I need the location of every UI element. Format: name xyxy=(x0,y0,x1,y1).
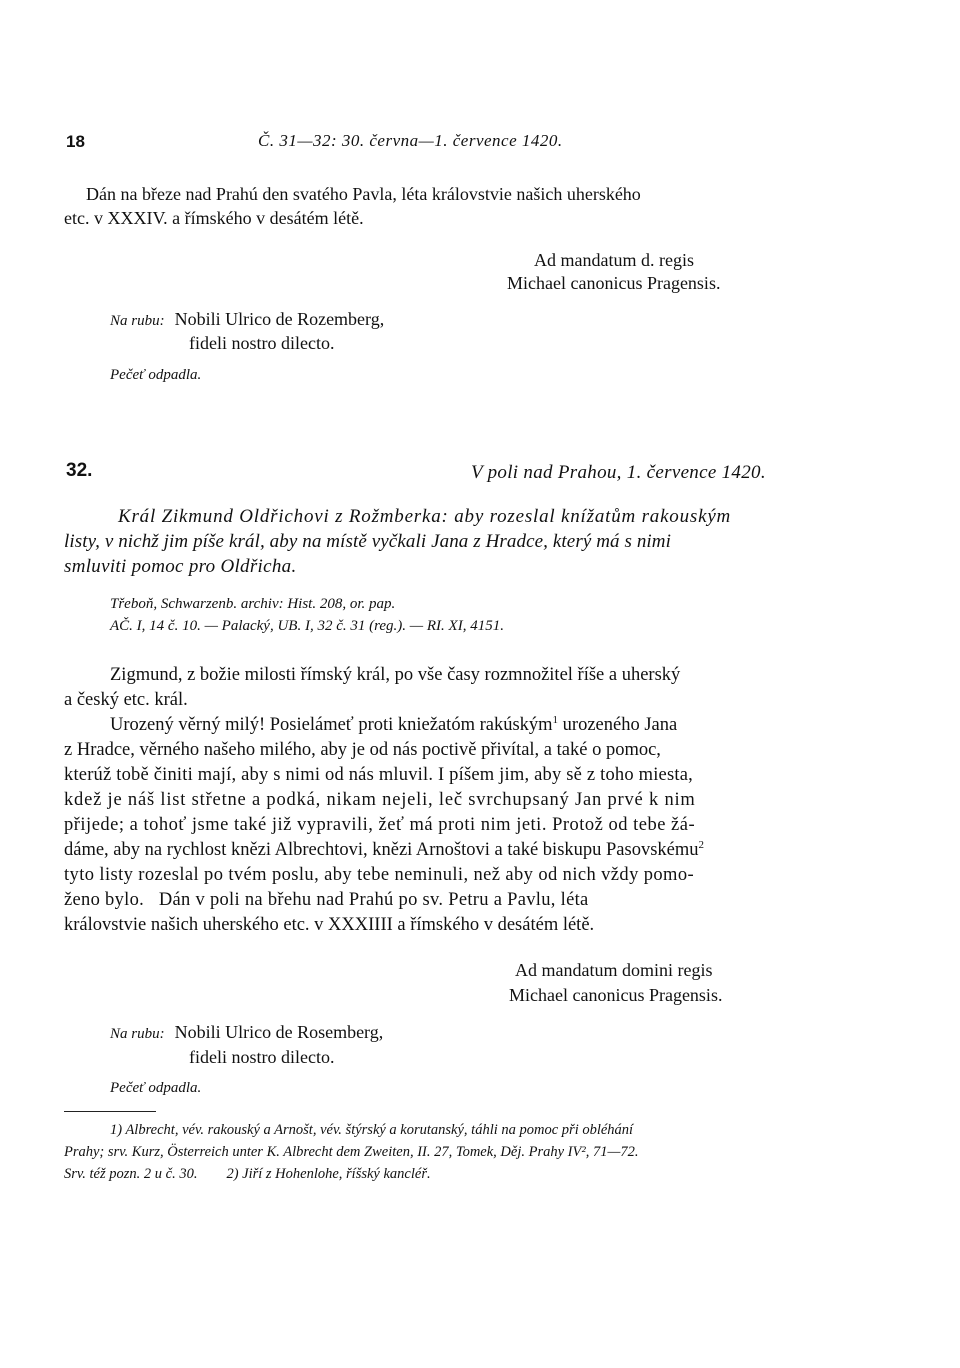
doc31-mandate-line-1: Ad mandatum d. regis xyxy=(534,250,694,270)
doc32-verso-line-1: Nobili Ulrico de Rosemberg, xyxy=(174,1022,384,1042)
footnote-rule xyxy=(64,1111,156,1112)
doc32-seal: Pečeť odpadla. xyxy=(110,1080,202,1096)
body-line-6: kdež je náš list střetne a podká, nikam nejeli, leč svrchupsaný Jan prvé k nim xyxy=(64,790,696,810)
doc31-mandate-line-2: Michael canonicus Pragensis. xyxy=(507,273,721,293)
doc31-seal: Pečeť odpadla. xyxy=(110,367,202,383)
doc31-closing-line-1: Dán na březe nad Prahú den svatého Pavla, léta královstvie našich uherského xyxy=(86,184,641,204)
body-line-8 xyxy=(64,838,804,862)
doc31-verso-label: Na rubu: xyxy=(110,313,165,329)
body-line-3-tail: urozeného Jana xyxy=(562,715,678,735)
doc32-verso-label: Na rubu: xyxy=(110,1026,165,1042)
body-line-8-text: dáme, aby na rychlost knězi Albrechtovi, knězi Arnoštovi a také biskupu Pasovskému xyxy=(64,840,699,860)
doc32-summary-line-3: smluviti pomoc pro Oldřicha. xyxy=(64,556,297,577)
footnote-mark-2: 2 xyxy=(698,838,705,851)
doc32-source-line-1: Třeboň, Schwarzenb. archiv: Hist. 208, or. pap. xyxy=(110,596,396,612)
doc31-verso-line-2: fideli nostro dilecto. xyxy=(189,333,335,353)
doc32-source-line-2: AČ. I, 14 č. 10. — Palacký, UB. I, 32 č. 31 (reg.). — RI. XI, 4151. xyxy=(110,618,504,634)
doc32-summary-line-1: Král Zikmund Oldřichovi z Rožmberka: aby rozeslal knížatům rakouským xyxy=(118,506,732,527)
body-line-11: královstvie našich uherského etc. v XXXIIII a římského v desátém létě. xyxy=(64,915,595,935)
footnote-line-2: Prahy; srv. Kurz, Österreich unter K. Albrecht dem Zweiten, II. 27, Tomek, Děj. Prahy IV², 71—72. xyxy=(64,1144,639,1160)
doc32-number: 32. xyxy=(66,460,93,481)
doc31-verso xyxy=(110,307,384,331)
body-line-7: přijede; a tohoť jsme také již vypravili, žeť má proti nim jeti. Protož od tebe žá- xyxy=(64,815,696,835)
body-line-1: Zigmund, z božie milosti římský král, po vše časy rozmnožitel říše a uherský xyxy=(110,665,681,685)
doc32-place-date: V poli nad Prahou, 1. července 1420. xyxy=(471,462,766,483)
footnote-line-1: 1) Albrecht, vév. rakouský a Arnošt, vév. štýrský a korutanský, táhli na pomoc při obléhání xyxy=(110,1122,634,1138)
body-line-3 xyxy=(110,713,850,737)
doc32-summary-line-2: listy, v nichž jim píše král, aby na místě vyčkali Jana z Hradce, který má s nimi xyxy=(64,531,671,552)
doc32-mandate-line-1: Ad mandatum domini regis xyxy=(515,960,713,980)
doc32-verso xyxy=(110,1020,383,1044)
doc31-closing-line-2: etc. v XXXIV. a římského v desátém létě. xyxy=(64,208,364,228)
body-line-10: ženo bylo. Dán v poli na břehu nad Prahú po sv. Petru a Pavlu, léta xyxy=(64,890,589,910)
body-line-9: tyto listy rozeslal po tvém poslu, aby tebe neminuli, než aby od nich vždy pomo- xyxy=(64,865,695,885)
doc32-verso-line-2: fideli nostro dilecto. xyxy=(189,1047,335,1067)
footnote-mark-1: 1 xyxy=(552,713,559,726)
body-line-2: a český etc. král. xyxy=(64,690,188,710)
doc31-verso-line-1: Nobili Ulrico de Rozemberg, xyxy=(174,309,385,329)
body-line-3-text: Urozený věrný milý! Posielámeť proti kniežatóm rakúským xyxy=(110,715,553,735)
footnote-line-3: Srv. též pozn. 2 u č. 30. 2) Jiří z Hohenlohe, říšský kancléř. xyxy=(64,1166,431,1182)
running-head: Č. 31—32: 30. června—1. července 1420. xyxy=(258,131,563,150)
page-number: 18 xyxy=(66,132,85,151)
doc32-mandate-line-2: Michael canonicus Pragensis. xyxy=(509,985,723,1005)
body-line-5: kterúž tobě činiti mají, aby s nimi od nás mluvil. I píšem jim, aby sě z toho miesta, xyxy=(64,765,693,785)
body-line-4: z Hradce, věrného našeho milého, aby je od nás poctivě přivítal, a také o pomoc, xyxy=(64,740,661,760)
